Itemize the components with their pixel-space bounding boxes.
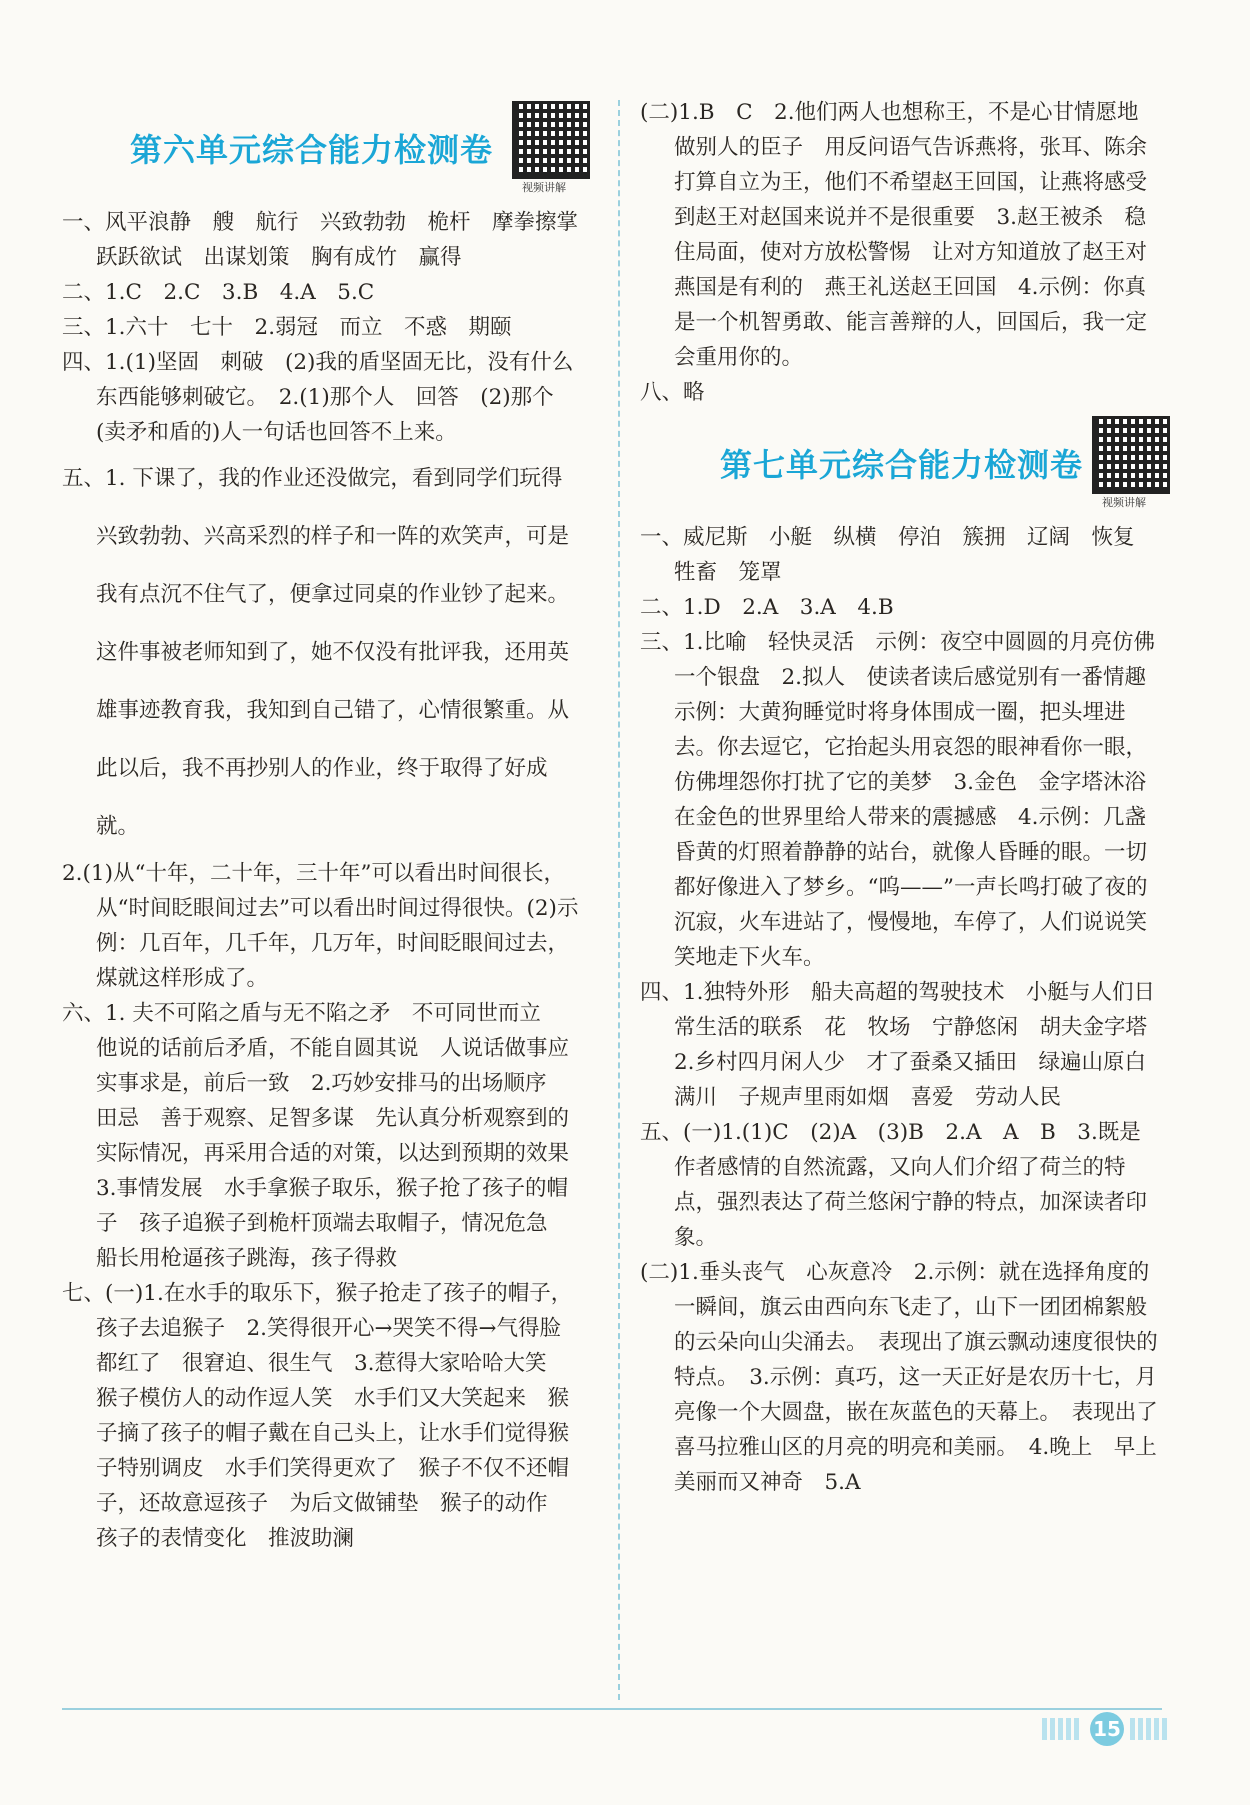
qr-label: 视频讲解 xyxy=(1102,496,1146,509)
answer-item: 二、1.D 2.A 3.A 4.B xyxy=(640,595,894,620)
unit6-title: 第六单元综合能力检测卷 xyxy=(130,131,494,169)
answer-item: 五、(一)1.(1)C (2)A (3)B 2.A A B 3.既是作者感情的自然流露，又向人们介绍了荷兰的特点，强烈表达了荷兰悠闲宁静的特点，加深读者印象。 xyxy=(640,1120,1148,1250)
qr-code-icon[interactable] xyxy=(1092,416,1170,494)
qr-code-icon[interactable] xyxy=(512,101,590,179)
answer-item: 八、略 xyxy=(640,380,705,405)
unit7-header xyxy=(640,410,1160,520)
page-number: 15 xyxy=(1090,1712,1124,1746)
qr-label: 视频讲解 xyxy=(522,181,566,194)
answer-item: (二)1.垂头丧气 心灰意冷 2.示例：就在选择角度的一瞬间，旗云由西向东飞走了，山下一团团棉絮般的云朵向山尖涌去。 表现出了旗云飘动速度很快的特点。 3.示例：真巧，这一天正好是农历十七，月亮像一个大圆盘，嵌在灰蓝色的天幕上。 表现出了喜马拉雅山区的月亮的明亮和美丽。 4.晚上 早上 美丽而又神奇 5.A xyxy=(640,1260,1179,1495)
answer-item: (二)1.B C 2.他们两人也想称王，不是心甘情愿地做别人的臣子 用反问语气告诉燕将，张耳、陈余打算自立为王，他们不希望赵王回国，让燕将感受到赵王对赵国来说并不是很重要 3.赵王被杀 稳住局面，使对方放松警惕 让对方知道放了赵王对燕国是有利的 燕王礼送赵王回国 4.示例：你真是一个机智勇敢、能言善辩的人，回国后，我一定会重用你的。 xyxy=(640,100,1148,370)
answer-item: 二、1.C 2.C 3.B 4.A 5.C xyxy=(62,280,375,305)
column-divider xyxy=(618,100,620,1700)
answer-item: 一、威尼斯 小艇 纵横 停泊 簇拥 辽阔 恢复 牲畜 笼罩 xyxy=(640,525,1157,585)
footer-decoration xyxy=(1042,1718,1082,1740)
answer-item: 四、1.(1)坚固 刺破 (2)我的盾坚固无比，没有什么东西能够刺破它。 2.(1)那个人 回答 (2)那个(卖矛和盾的)人一句话也回答不上来。 xyxy=(62,350,574,445)
unit7-title: 第七单元综合能力检测卷 xyxy=(720,446,1084,484)
footer-decoration xyxy=(1130,1718,1170,1740)
left-column xyxy=(62,95,600,1556)
answer-item: 三、1.比喻 轻快灵活 示例：夜空中圆圆的月亮仿佛一个银盘 2.拟人 使读者读后感觉别有一番情趣 示例：大黄狗睡觉时将身体围成一圈，把头埋进去。你去逗它，它抬起头用哀怨的眼神看你一眼，仿佛埋怨你打扰了它的美梦 3.金色 金字塔沐浴在金色的世界里给人带来的震撼感 4.示例：几盏昏黄的灯照着静静的站台，就像人昏睡的眼。一切都好像进入了梦乡。“呜——”一声长鸣打破了夜的沉寂，火车进站了，慢慢地，车停了，人们说说笑笑地走下火车。 xyxy=(640,630,1168,970)
answer-item: 2.(1)从“十年，二十年，三十年”可以看出时间很长，从“时间眨眼间过去”可以看出时间过得很快。(2)示例：几百年，几千年，几万年，时间眨眼间过去，煤就这样形成了。 xyxy=(62,861,579,991)
answer-item: 七、(一)1.在水手的取乐下，猴子抢走了孩子的帽子，孩子去追猴子 2.笑得很开心→哭笑不得→气得脸都红了 很窘迫、很生气 3.惹得大家哈哈大笑 猴子模仿人的动作逗人笑 水手们又大笑起来 猴子摘了孩子的帽子戴在自己头上，让水手们觉得猴子特别调皮 水手们笑得更欢了 猴子不仅不还帽子，还故意逗孩子 为后文做铺垫 猴子的动作 孩子的表情变化 推波助澜 xyxy=(62,1281,573,1551)
right-column xyxy=(640,95,1179,1500)
answer-item: 一、风平浪静 艘 航行 兴致勃勃 桅杆 摩拳擦掌 跃跃欲试 出谋划策 胸有成竹 赢得 xyxy=(62,210,600,270)
unit6-header xyxy=(62,95,582,205)
answer-item: 五、1. 下课了，我的作业还没做完，看到同学们玩得兴致勃勃、兴高采烈的样子和一阵的欢笑声，可是我有点沉不住气了，便拿过同桌的作业钞了起来。这件事被老师知到了，她不仅没有批评我，还用英雄事迹教育我，我知到自己错了，心情很繁重。从此以后，我不再抄别人的作业，终于取得了好成就。 xyxy=(62,466,570,839)
answer-item: 四、1.独特外形 船夫高超的驾驶技术 小艇与人们日常生活的联系 花 牧场 宁静悠闲 胡夫金字塔 2.乡村四月闲人少 才了蚕桑又插田 绿遍山原白满川 子规声里雨如烟 喜爱 劳动人民 xyxy=(640,980,1169,1110)
answer-item: 三、1.六十 七十 2.弱冠 而立 不惑 期颐 xyxy=(62,315,512,340)
footer-rule xyxy=(62,1708,1162,1710)
answer-item: 六、1. 夫不可陷之盾与无不陷之矛 不可同世而立 他说的话前后矛盾，不能自圆其说 人说话做事应实事求是，前后一致 2.巧妙安排马的出场顺序 田忌 善于观察、足智多谋 先认真分析观察到的实际情况，再采用合适的对策，以达到预期的效果 3.事情发展 水手拿猴子取乐，猴子抢了孩子的帽子 孩子追猴子到桅杆顶端去取帽子，情况危急 船长用枪逼孩子跳海，孩子得救 xyxy=(62,1001,591,1271)
